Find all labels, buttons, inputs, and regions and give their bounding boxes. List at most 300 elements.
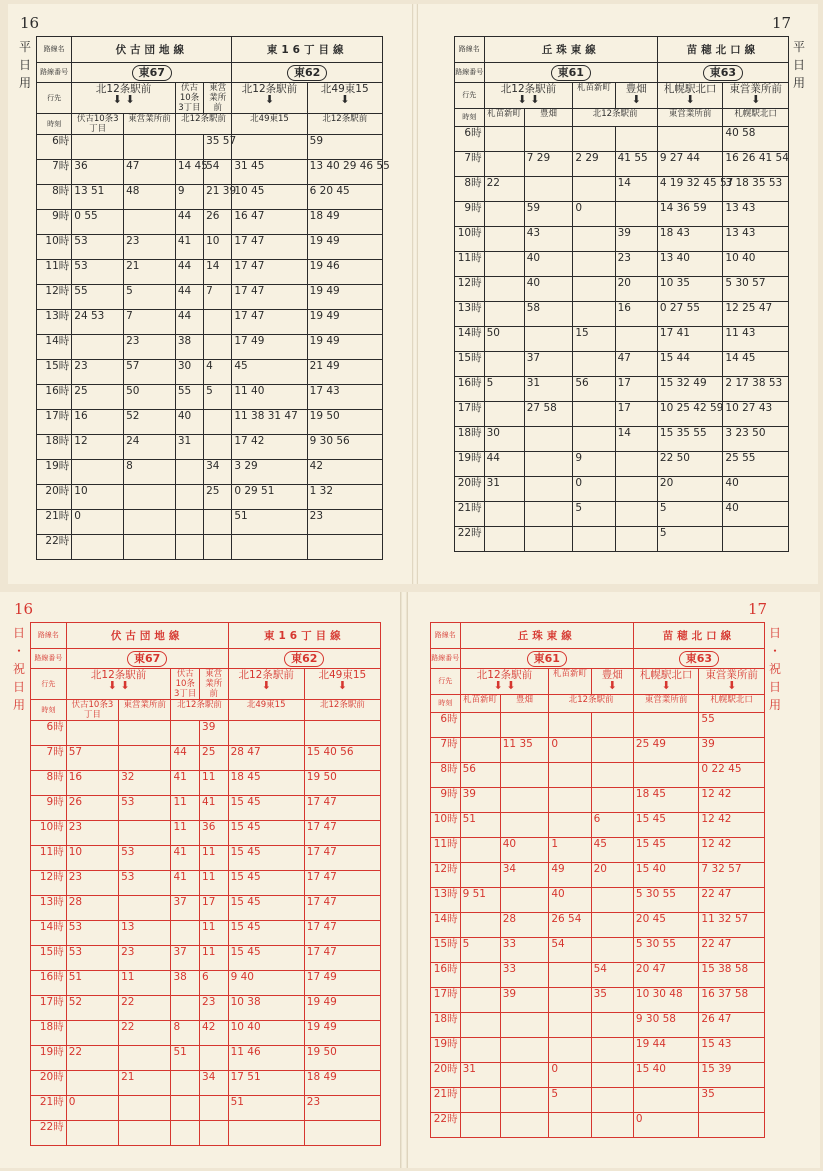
departure-cell [549, 713, 591, 738]
departure-cell [119, 1046, 171, 1071]
departure-cell: 22 [484, 177, 524, 202]
departure-cell: 38 [175, 335, 203, 360]
departure-cell: 9 51 [460, 888, 500, 913]
sub-destination: 札苗新町 [460, 695, 500, 713]
page-number: 17 [772, 14, 792, 32]
departure-cell: 26 [204, 210, 232, 235]
destination-c1 [657, 83, 723, 109]
route-name-fuko: 伏古団地線 [66, 623, 228, 649]
departure-cell: 44 [484, 452, 524, 477]
departure-cell [633, 763, 699, 788]
timetable-row [37, 185, 383, 210]
day-type-label [768, 624, 782, 714]
departure-cell: 42 [200, 1021, 229, 1046]
departure-cell: 5 [657, 527, 723, 552]
departure-cell: 35 [591, 988, 633, 1013]
departure-cell: 17 47 [232, 260, 307, 285]
down-arrow-icon: ⬇ [661, 679, 671, 692]
departure-cell: 19 49 [307, 235, 382, 260]
departure-cell: 56 [460, 763, 500, 788]
departure-cell: 33 [500, 938, 549, 963]
departure-cell: 22 47 [699, 888, 765, 913]
departure-cell: 39 [200, 721, 229, 746]
departure-cell [228, 721, 304, 746]
departure-cell: 17 49 [304, 971, 380, 996]
departure-cell: 31 [175, 435, 203, 460]
departure-cell: 16 47 [232, 210, 307, 235]
departure-cell [591, 713, 633, 738]
page-number: 17 [748, 600, 768, 618]
hour-cell: 14時 [431, 913, 461, 938]
timetable-row [31, 1121, 381, 1146]
departure-cell [484, 352, 524, 377]
timetable-row [37, 435, 383, 460]
badge-cell [228, 649, 380, 669]
departure-cell: 41 [171, 871, 200, 896]
departure-cell [573, 302, 615, 327]
departure-cell: 11 [171, 821, 200, 846]
departure-cell [484, 202, 524, 227]
timetable-row [31, 1071, 381, 1096]
day-type-char: 祝 [768, 662, 781, 676]
departure-cell: 23 [304, 1096, 380, 1121]
departure-cell: 15 45 [228, 846, 304, 871]
departure-cell [573, 252, 615, 277]
departure-cell: 40 [175, 410, 203, 435]
departure-cell: 22 50 [657, 452, 723, 477]
destination-a [484, 83, 573, 109]
departure-cell: 37 [171, 946, 200, 971]
departure-cell: 14 [615, 177, 657, 202]
destination-label: 北49東15 [318, 669, 367, 681]
departure-cell [573, 352, 615, 377]
departure-cell [171, 1121, 200, 1146]
hour-cell: 15時 [455, 352, 485, 377]
departure-cell: 37 [524, 352, 573, 377]
departure-cell: 17 [615, 377, 657, 402]
timetable-row [37, 260, 383, 285]
hour-cell: 11時 [431, 838, 461, 863]
timetable-row [31, 1096, 381, 1121]
departure-cell [484, 302, 524, 327]
destination-header: 行先 [455, 83, 485, 109]
departure-cell: 7 32 57 [699, 863, 765, 888]
timetable-row [455, 352, 789, 377]
departure-cell [484, 502, 524, 527]
departure-cell: 31 [524, 377, 573, 402]
departure-cell [175, 135, 203, 160]
departure-cell: 24 [124, 435, 176, 460]
timetable-row [455, 402, 789, 427]
departure-cell: 3 29 [232, 460, 307, 485]
timetable-row [431, 888, 765, 913]
departure-cell: 39 [615, 227, 657, 252]
departure-cell [175, 510, 203, 535]
hour-cell: 18時 [431, 1013, 461, 1038]
departure-cell [591, 1088, 633, 1113]
departure-cell: 20 [591, 863, 633, 888]
timetable-row [31, 871, 381, 896]
departure-cell [657, 127, 723, 152]
timetable-row [37, 410, 383, 435]
hour-cell: 14時 [31, 921, 67, 946]
hour-cell: 17時 [31, 996, 67, 1021]
departure-cell: 6 [200, 971, 229, 996]
destination-b1: 札苗新町 [573, 83, 615, 109]
departure-cell [460, 838, 500, 863]
departure-cell: 17 47 [232, 235, 307, 260]
departure-cell: 16 [72, 410, 124, 435]
departure-cell: 19 50 [304, 1046, 380, 1071]
departure-cell [591, 1113, 633, 1138]
day-type-label [12, 624, 26, 714]
timetable-row [455, 152, 789, 177]
day-type-char: 平 [18, 40, 31, 54]
timetable-row [31, 821, 381, 846]
day-type-char: 日 [768, 626, 781, 640]
hour-cell: 8時 [431, 763, 461, 788]
hour-cell: 15時 [37, 360, 72, 385]
down-arrow-icon: ⬇ ⬇ [517, 93, 540, 106]
departure-cell: 6 [591, 813, 633, 838]
destination-label: 北12条駅前 [238, 669, 294, 681]
departure-cell [615, 477, 657, 502]
departure-cell [573, 127, 615, 152]
departure-cell: 41 [171, 771, 200, 796]
timetable-row [431, 988, 765, 1013]
destination-c [307, 83, 382, 114]
sub-destination: 伏古10条3丁目 [72, 114, 124, 135]
down-arrow-icon: ⬇ ⬇ [107, 679, 130, 692]
departure-cell [124, 210, 176, 235]
departure-cell: 14 [204, 260, 232, 285]
sub-destination: 札幌駅北口 [723, 109, 789, 127]
day-type-char: 用 [768, 698, 781, 712]
timetable-row [455, 427, 789, 452]
departure-cell [175, 485, 203, 510]
departure-cell: 15 45 [228, 871, 304, 896]
destination-c2 [723, 83, 789, 109]
departure-cell: 15 32 49 [657, 377, 723, 402]
departure-cell [591, 888, 633, 913]
departure-cell [500, 788, 549, 813]
day-type-char: 日 [12, 626, 25, 640]
departure-cell: 2 17 38 53 [723, 377, 789, 402]
hour-cell: 22時 [431, 1113, 461, 1138]
hour-cell: 18時 [31, 1021, 67, 1046]
destination-a [66, 669, 171, 700]
timetable-row [431, 763, 765, 788]
destination-label: 北12条駅前 [90, 669, 147, 681]
badge-cell [657, 63, 788, 83]
timetable-row [37, 535, 383, 560]
departure-cell: 47 [124, 160, 176, 185]
departure-cell: 1 [549, 838, 591, 863]
departure-cell: 28 [500, 913, 549, 938]
hour-cell: 16時 [455, 377, 485, 402]
hour-cell: 19時 [455, 452, 485, 477]
timetable-row [431, 1088, 765, 1113]
timetable-table [454, 36, 789, 552]
departure-cell [119, 896, 171, 921]
destination-b [232, 83, 307, 114]
departure-cell: 58 [524, 302, 573, 327]
route-number-header: 路線番号 [31, 649, 67, 669]
sub-destination: 北12条駅前 [171, 700, 228, 721]
route-name-header: 路線名 [431, 623, 461, 649]
timetable-table [36, 36, 390, 560]
timetable-row [431, 713, 765, 738]
departure-cell: 13 40 [657, 252, 723, 277]
down-arrow-icon: ⬇ [607, 679, 617, 692]
departure-cell: 16 [615, 302, 657, 327]
departure-cell: 36 [72, 160, 124, 185]
departure-cell [119, 721, 171, 746]
departure-cell: 44 [175, 310, 203, 335]
departure-cell [460, 1088, 500, 1113]
hour-cell: 16時 [431, 963, 461, 988]
departure-cell: 10 35 [657, 277, 723, 302]
hour-cell: 9時 [37, 210, 72, 235]
departure-cell: 34 [200, 1071, 229, 1096]
departure-cell: 11 [171, 796, 200, 821]
departure-cell [175, 460, 203, 485]
departure-cell: 55 [72, 285, 124, 310]
departure-cell: 7 [204, 285, 232, 310]
departure-cell: 17 49 [232, 335, 307, 360]
day-type-char: 用 [12, 698, 25, 712]
departure-cell: 17 47 [232, 310, 307, 335]
route-badge-62: 東62 [287, 65, 327, 81]
route-name-naebo: 苗穂北口線 [633, 623, 764, 649]
departure-cell: 19 49 [304, 996, 380, 1021]
departure-cell: 9 40 [228, 971, 304, 996]
timetable-row [31, 946, 381, 971]
day-type-char: 平 [792, 40, 805, 54]
departure-cell [549, 1113, 591, 1138]
departure-cell: 10 40 [723, 252, 789, 277]
hour-cell: 15時 [31, 946, 67, 971]
hour-cell: 12時 [431, 863, 461, 888]
hour-cell: 8時 [37, 185, 72, 210]
departure-cell: 14 45 [723, 352, 789, 377]
hour-cell: 16時 [31, 971, 67, 996]
departure-cell: 24 53 [72, 310, 124, 335]
departure-cell: 42 [307, 460, 382, 485]
departure-cell: 15 45 [228, 796, 304, 821]
departure-cell: 3 18 35 53 [723, 177, 789, 202]
sub-destination: 北49東15 [228, 700, 304, 721]
departure-cell: 13 43 [723, 227, 789, 252]
departure-cell: 17 42 [232, 435, 307, 460]
departure-cell: 22 [119, 1021, 171, 1046]
departure-cell [500, 1113, 549, 1138]
departure-cell: 13 40 29 46 55 [307, 160, 382, 185]
timetable-row [31, 1021, 381, 1046]
departure-cell: 41 55 [615, 152, 657, 177]
route-name-fuko: 伏古団地線 [72, 37, 232, 63]
page-number: 16 [20, 14, 40, 32]
timetable-row [455, 277, 789, 302]
departure-cell: 48 [124, 185, 176, 210]
route-name-header: 路線名 [31, 623, 67, 649]
departure-cell [615, 202, 657, 227]
departure-cell [573, 227, 615, 252]
departure-cell: 31 [460, 1063, 500, 1088]
day-type-char: ・ [12, 644, 25, 658]
departure-cell: 15 39 [699, 1063, 765, 1088]
departure-cell: 5 [549, 1088, 591, 1113]
departure-cell [500, 1013, 549, 1038]
departure-cell [549, 1013, 591, 1038]
departure-cell [204, 310, 232, 335]
sub-destination: 北49東15 [232, 114, 307, 135]
hour-cell: 6時 [31, 721, 67, 746]
destination-b1: 札苗新町 [549, 669, 591, 695]
departure-cell: 53 [72, 235, 124, 260]
hour-cell: 19時 [31, 1046, 67, 1071]
departure-cell [200, 1046, 229, 1071]
departure-cell [460, 913, 500, 938]
departure-cell: 16 26 41 54 [723, 152, 789, 177]
departure-cell [484, 402, 524, 427]
departure-cell: 22 47 [699, 938, 765, 963]
departure-cell [524, 127, 573, 152]
departure-cell: 17 47 [232, 285, 307, 310]
timetable-row [431, 738, 765, 763]
timetable-row [455, 477, 789, 502]
timetable-row [37, 160, 383, 185]
departure-cell [500, 813, 549, 838]
departure-cell: 31 45 [232, 160, 307, 185]
departure-cell: 25 49 [633, 738, 699, 763]
hour-cell: 17時 [431, 988, 461, 1013]
departure-cell: 41 [171, 846, 200, 871]
day-type-char: 用 [18, 76, 31, 90]
departure-cell [171, 1096, 200, 1121]
departure-cell: 17 47 [304, 946, 380, 971]
hour-cell: 13時 [455, 302, 485, 327]
departure-cell [119, 746, 171, 771]
departure-cell: 19 49 [307, 285, 382, 310]
departure-cell [573, 527, 615, 552]
hour-cell: 21時 [31, 1096, 67, 1121]
departure-cell: 11 [200, 846, 229, 871]
departure-cell: 12 25 47 [723, 302, 789, 327]
timetable-row [31, 746, 381, 771]
timetable-row [37, 310, 383, 335]
hour-cell: 7時 [455, 152, 485, 177]
departure-cell [484, 127, 524, 152]
day-type-char: 日 [18, 58, 31, 72]
departure-cell: 10 45 [232, 185, 307, 210]
departure-cell: 32 [119, 771, 171, 796]
timetable-row [37, 235, 383, 260]
departure-cell: 39 [460, 788, 500, 813]
departure-cell: 47 [615, 352, 657, 377]
departure-cell [232, 135, 307, 160]
departure-cell [615, 502, 657, 527]
sub-destination: 北12条駅前 [304, 700, 380, 721]
departure-cell: 54 [549, 938, 591, 963]
departure-cell [591, 763, 633, 788]
departure-cell: 15 44 [657, 352, 723, 377]
destination-label: 北12条駅前 [476, 669, 533, 681]
departure-cell: 10 25 42 59 [657, 402, 723, 427]
departure-cell [460, 713, 500, 738]
departure-cell: 26 54 [549, 913, 591, 938]
departure-cell: 20 47 [633, 963, 699, 988]
destination-c1 [633, 669, 699, 695]
timetable-row [455, 327, 789, 352]
departure-cell: 41 [200, 796, 229, 821]
departure-cell [484, 252, 524, 277]
timetable-row [455, 527, 789, 552]
timetable-row [455, 177, 789, 202]
sub-destination: 東営業所前 [657, 109, 723, 127]
departure-cell: 13 51 [72, 185, 124, 210]
hour-cell: 7時 [431, 738, 461, 763]
departure-cell [549, 788, 591, 813]
departure-cell: 17 47 [304, 796, 380, 821]
departure-cell [307, 535, 382, 560]
departure-cell [524, 327, 573, 352]
route-badge-67: 東67 [132, 65, 172, 81]
departure-cell: 12 42 [699, 838, 765, 863]
route-name-higashi16: 東16丁目線 [228, 623, 380, 649]
holiday-gutter [400, 592, 408, 1168]
hour-cell: 21時 [37, 510, 72, 535]
departure-cell [484, 152, 524, 177]
departure-cell: 5 30 57 [723, 277, 789, 302]
departure-cell: 11 35 [500, 738, 549, 763]
departure-cell: 38 [171, 971, 200, 996]
departure-cell: 44 [175, 285, 203, 310]
departure-cell: 23 [200, 996, 229, 1021]
departure-cell: 13 [119, 921, 171, 946]
departure-cell: 17 41 [657, 327, 723, 352]
departure-cell: 21 39 [204, 185, 232, 210]
hour-cell: 14時 [37, 335, 72, 360]
departure-cell: 22 [66, 1046, 118, 1071]
destination-label: 東営業所前 [729, 83, 782, 95]
departure-cell: 50 [484, 327, 524, 352]
timetable-row [37, 335, 383, 360]
departure-cell: 25 55 [723, 452, 789, 477]
departure-cell: 23 [72, 360, 124, 385]
departure-cell: 18 49 [304, 1071, 380, 1096]
timetable-row [455, 202, 789, 227]
departure-cell [119, 821, 171, 846]
departure-cell: 53 [72, 260, 124, 285]
departure-cell [524, 452, 573, 477]
departure-cell: 11 [200, 871, 229, 896]
hour-cell: 8時 [31, 771, 67, 796]
hour-cell: 11時 [37, 260, 72, 285]
departure-cell: 11 [200, 946, 229, 971]
departure-cell: 54 [591, 963, 633, 988]
departure-cell: 31 [484, 477, 524, 502]
departure-cell: 44 [171, 746, 200, 771]
timetable-row [37, 485, 383, 510]
route-badge-61: 東61 [551, 65, 591, 81]
departure-cell [66, 1071, 118, 1096]
departure-cell: 56 [573, 377, 615, 402]
timetable-row [37, 510, 383, 535]
destination-label: 北12条駅前 [241, 83, 298, 95]
departure-cell [591, 1013, 633, 1038]
departure-cell: 50 [124, 385, 176, 410]
